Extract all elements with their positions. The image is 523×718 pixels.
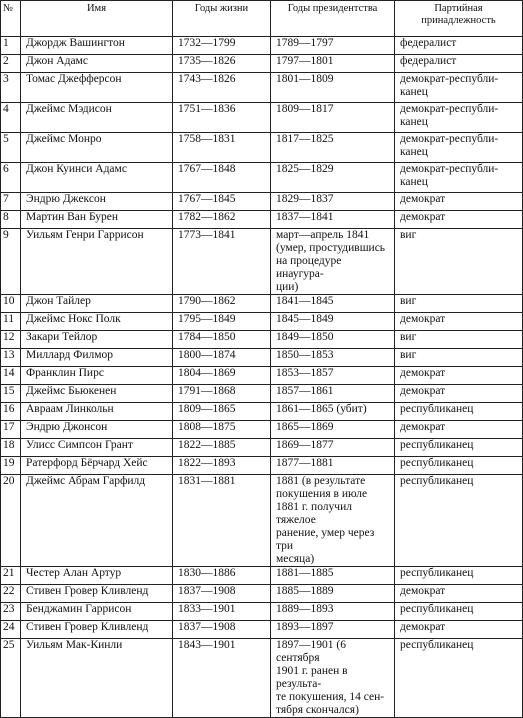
party-affiliation: республиканец bbox=[395, 639, 523, 718]
presidency-years: 1829—1837 bbox=[271, 193, 395, 211]
life-years: 1822—1885 bbox=[173, 439, 271, 457]
party-affiliation: виг bbox=[395, 295, 523, 313]
row-number: 24 bbox=[1, 621, 21, 639]
header-row bbox=[1, 1, 523, 37]
row-number: 3 bbox=[1, 73, 21, 103]
president-name: Джон Куинси Адамс bbox=[21, 163, 173, 193]
party-affiliation: федералист bbox=[395, 37, 523, 55]
presidency-years: 1885—1889 bbox=[271, 585, 395, 603]
table-row bbox=[1, 313, 523, 331]
president-name: Уильям Мак-Кинли bbox=[21, 639, 173, 718]
presidency-years: 1881—1885 bbox=[271, 567, 395, 585]
president-name: Стивен Гровер Кливленд bbox=[21, 621, 173, 639]
party-affiliation: виг bbox=[395, 229, 523, 295]
presidency-years: 1797—1801 bbox=[271, 55, 395, 73]
party-affiliation: республиканец bbox=[395, 439, 523, 457]
president-name: Ратерфорд Бёрчард Хейс bbox=[21, 457, 173, 475]
party-affiliation: республиканец bbox=[395, 475, 523, 567]
president-name: Эндрю Джонсон bbox=[21, 421, 173, 439]
presidency-years: 1897—1901 (6 сентября 1901 г. ранен в результа- те покушения, 14 сен- тября скончался) bbox=[271, 639, 395, 718]
table-row bbox=[1, 457, 523, 475]
life-years: 1837—1908 bbox=[173, 585, 271, 603]
president-name: Улисс Симпсон Грант bbox=[21, 439, 173, 457]
life-years: 1791—1868 bbox=[173, 385, 271, 403]
president-name: Джеймс Абрам Гарфилд bbox=[21, 475, 173, 567]
table-row bbox=[1, 403, 523, 421]
presidency-years: 1801—1809 bbox=[271, 73, 395, 103]
presidency-years: 1850—1853 bbox=[271, 349, 395, 367]
row-number: 25 bbox=[1, 639, 21, 718]
life-years: 1800—1874 bbox=[173, 349, 271, 367]
table-row bbox=[1, 585, 523, 603]
presidency-years: 1865—1869 bbox=[271, 421, 395, 439]
president-name: Закари Тейлор bbox=[21, 331, 173, 349]
party-affiliation: виг bbox=[395, 349, 523, 367]
party-affiliation: демократ bbox=[395, 385, 523, 403]
table-row bbox=[1, 603, 523, 621]
president-name: Джеймс Монро bbox=[21, 133, 173, 163]
presidency-years: 1845—1849 bbox=[271, 313, 395, 331]
president-name: Франклин Пирс bbox=[21, 367, 173, 385]
row-number: 6 bbox=[1, 163, 21, 193]
party-affiliation: демократ bbox=[395, 621, 523, 639]
life-years: 1784—1850 bbox=[173, 331, 271, 349]
life-years: 1822—1893 bbox=[173, 457, 271, 475]
presidency-years: 1881 (в результате покушения в июле 1881 г. получил тяжелое ранение, умер через три месяца) bbox=[271, 475, 395, 567]
presidency-years: март—апрель 1841 (умер, простудившись на процедуре инаугура- ции) bbox=[271, 229, 395, 295]
president-name: Джон Адамс bbox=[21, 55, 173, 73]
president-name: Честер Алан Артур bbox=[21, 567, 173, 585]
life-years: 1837—1908 bbox=[173, 621, 271, 639]
presidency-years: 1849—1850 bbox=[271, 331, 395, 349]
table-row bbox=[1, 349, 523, 367]
life-years: 1743—1826 bbox=[173, 73, 271, 103]
life-years: 1751—1836 bbox=[173, 103, 271, 133]
row-number: 9 bbox=[1, 229, 21, 295]
president-name: Уильям Генри Гаррисон bbox=[21, 229, 173, 295]
party-affiliation: федералист bbox=[395, 55, 523, 73]
presidency-years: 1825—1829 bbox=[271, 163, 395, 193]
presidency-years: 1877—1881 bbox=[271, 457, 395, 475]
table-body bbox=[1, 37, 523, 718]
president-name: Джеймс Мэдисон bbox=[21, 103, 173, 133]
table-row bbox=[1, 295, 523, 313]
president-name: Томас Джефферсон bbox=[21, 73, 173, 103]
row-number: 7 bbox=[1, 193, 21, 211]
table-row bbox=[1, 385, 523, 403]
table-row bbox=[1, 367, 523, 385]
party-affiliation: демократ-республи- канец bbox=[395, 163, 523, 193]
life-years: 1831—1881 bbox=[173, 475, 271, 567]
presidency-years: 1817—1825 bbox=[271, 133, 395, 163]
row-number: 22 bbox=[1, 585, 21, 603]
presidency-years: 1853—1857 bbox=[271, 367, 395, 385]
table-row bbox=[1, 639, 523, 718]
row-number: 5 bbox=[1, 133, 21, 163]
row-number: 10 bbox=[1, 295, 21, 313]
party-affiliation: демократ-республи- канец bbox=[395, 133, 523, 163]
party-affiliation: виг bbox=[395, 331, 523, 349]
president-name: Миллард Филмор bbox=[21, 349, 173, 367]
header-num: № bbox=[1, 1, 21, 37]
row-number: 4 bbox=[1, 103, 21, 133]
president-name: Авраам Линкольн bbox=[21, 403, 173, 421]
presidency-years: 1789—1797 bbox=[271, 37, 395, 55]
header-name: Имя bbox=[21, 1, 173, 37]
row-number: 17 bbox=[1, 421, 21, 439]
row-number: 20 bbox=[1, 475, 21, 567]
table-row bbox=[1, 193, 523, 211]
table-row bbox=[1, 621, 523, 639]
life-years: 1758—1831 bbox=[173, 133, 271, 163]
party-affiliation: республиканец bbox=[395, 457, 523, 475]
header-presidency: Годы президентства bbox=[271, 1, 395, 37]
president-name: Эндрю Джексон bbox=[21, 193, 173, 211]
president-name: Джон Тайлер bbox=[21, 295, 173, 313]
party-affiliation: демократ bbox=[395, 367, 523, 385]
president-name: Стивен Гровер Кливленд bbox=[21, 585, 173, 603]
header-party: Партийная принадлежность bbox=[395, 1, 523, 37]
life-years: 1767—1848 bbox=[173, 163, 271, 193]
president-name: Джордж Вашингтон bbox=[21, 37, 173, 55]
party-affiliation: демократ bbox=[395, 585, 523, 603]
life-years: 1790—1862 bbox=[173, 295, 271, 313]
table-row bbox=[1, 421, 523, 439]
presidency-years: 1889—1893 bbox=[271, 603, 395, 621]
row-number: 15 bbox=[1, 385, 21, 403]
party-affiliation: демократ bbox=[395, 193, 523, 211]
president-name: Мартин Ван Бурен bbox=[21, 211, 173, 229]
president-name: Бенджамин Гаррисон bbox=[21, 603, 173, 621]
presidency-years: 1841—1845 bbox=[271, 295, 395, 313]
presidency-years: 1861—1865 (убит) bbox=[271, 403, 395, 421]
president-name: Джеймс Нокс Полк bbox=[21, 313, 173, 331]
table-row bbox=[1, 439, 523, 457]
life-years: 1833—1901 bbox=[173, 603, 271, 621]
table-row bbox=[1, 229, 523, 295]
table-row bbox=[1, 73, 523, 103]
row-number: 1 bbox=[1, 37, 21, 55]
life-years: 1735—1826 bbox=[173, 55, 271, 73]
life-years: 1808—1875 bbox=[173, 421, 271, 439]
row-number: 16 bbox=[1, 403, 21, 421]
presidency-years: 1809—1817 bbox=[271, 103, 395, 133]
presidency-years: 1857—1861 bbox=[271, 385, 395, 403]
presidency-years: 1869—1877 bbox=[271, 439, 395, 457]
row-number: 23 bbox=[1, 603, 21, 621]
row-number: 8 bbox=[1, 211, 21, 229]
table-row bbox=[1, 103, 523, 133]
presidency-years: 1893—1897 bbox=[271, 621, 395, 639]
life-years: 1773—1841 bbox=[173, 229, 271, 295]
row-number: 19 bbox=[1, 457, 21, 475]
table-row bbox=[1, 163, 523, 193]
party-affiliation: республиканец bbox=[395, 567, 523, 585]
life-years: 1809—1865 bbox=[173, 403, 271, 421]
table-header bbox=[1, 1, 523, 37]
president-name: Джеймс Бьюкенен bbox=[21, 385, 173, 403]
party-affiliation: демократ bbox=[395, 421, 523, 439]
table-row bbox=[1, 55, 523, 73]
table-row bbox=[1, 331, 523, 349]
table-row bbox=[1, 133, 523, 163]
life-years: 1782—1862 bbox=[173, 211, 271, 229]
row-number: 14 bbox=[1, 367, 21, 385]
life-years: 1795—1849 bbox=[173, 313, 271, 331]
row-number: 12 bbox=[1, 331, 21, 349]
table-row bbox=[1, 475, 523, 567]
life-years: 1804—1869 bbox=[173, 367, 271, 385]
party-affiliation: демократ bbox=[395, 211, 523, 229]
party-affiliation: республиканец bbox=[395, 403, 523, 421]
table-row bbox=[1, 211, 523, 229]
table-row bbox=[1, 567, 523, 585]
party-affiliation: демократ-республи- канец bbox=[395, 73, 523, 103]
life-years: 1732—1799 bbox=[173, 37, 271, 55]
life-years: 1843—1901 bbox=[173, 639, 271, 718]
row-number: 11 bbox=[1, 313, 21, 331]
row-number: 18 bbox=[1, 439, 21, 457]
row-number: 2 bbox=[1, 55, 21, 73]
row-number: 13 bbox=[1, 349, 21, 367]
party-affiliation: демократ-республи- канец bbox=[395, 103, 523, 133]
party-affiliation: республиканец bbox=[395, 603, 523, 621]
life-years: 1830—1886 bbox=[173, 567, 271, 585]
party-affiliation: демократ bbox=[395, 313, 523, 331]
life-years: 1767—1845 bbox=[173, 193, 271, 211]
row-number: 21 bbox=[1, 567, 21, 585]
table-row bbox=[1, 37, 523, 55]
presidency-years: 1837—1841 bbox=[271, 211, 395, 229]
header-life: Годы жизни bbox=[173, 1, 271, 37]
